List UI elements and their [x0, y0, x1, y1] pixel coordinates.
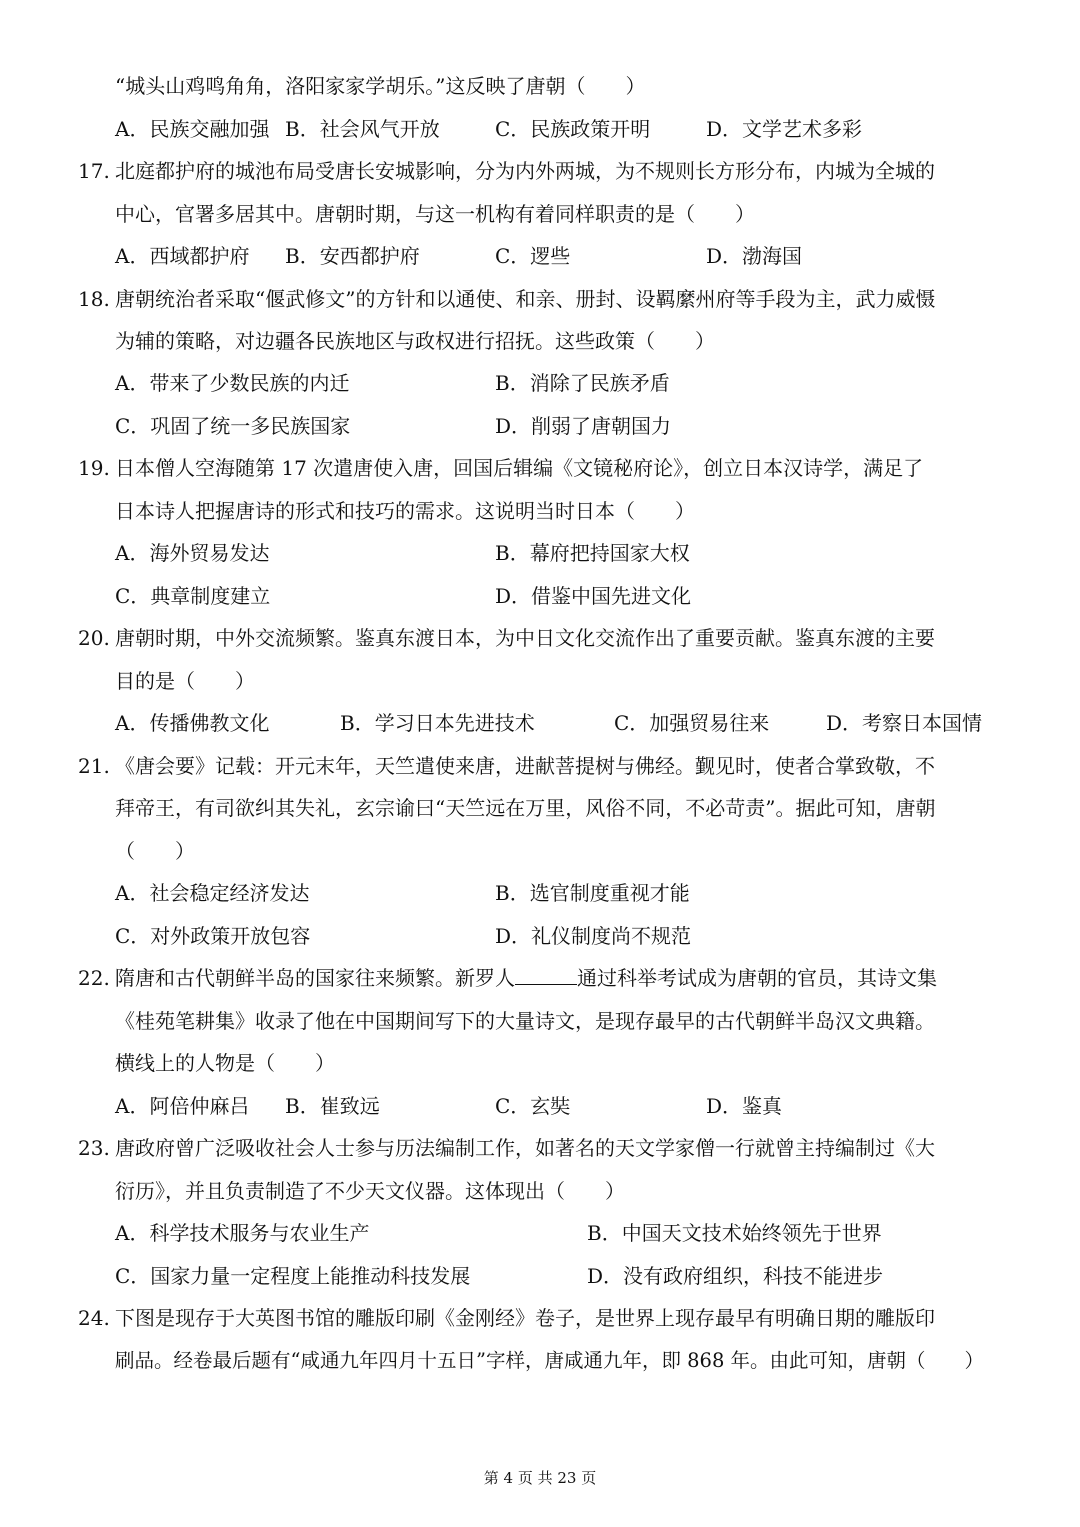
q19-option-b: B．幕府把持国家大权: [495, 541, 690, 565]
q22-option-c: C．玄奘: [495, 1094, 571, 1118]
q20-stem-line-1: 唐朝时期，中外交流频繁。鉴真东渡日本，为中日文化交流作出了重要贡献。鉴真东渡的主要: [115, 626, 935, 650]
q20-number: 20.: [78, 626, 110, 650]
page-footer: 第 4 页 共 23 页: [483, 1469, 597, 1487]
q16-option-a: A．民族交融加强: [115, 117, 270, 141]
q19-stem-line-1: 日本僧人空海随第 17 次遣唐使入唐，回国后辑编《文镜秘府论》，创立日本汉诗学，满足了: [115, 456, 924, 480]
q17-option-a: A．西域都护府: [115, 244, 250, 268]
q19-number: 19.: [78, 456, 110, 480]
q21-option-c: C．对外政策开放包容: [115, 924, 311, 948]
q16-option-b: B．社会风气开放: [285, 117, 440, 141]
q21-option-b: B．选官制度重视才能: [495, 881, 690, 905]
q21-stem-line-2: 拜帝王，有司欲纠其失礼，玄宗谕曰“天竺远在万里，风俗不同，不必苛责”。据此可知，唐朝: [115, 796, 936, 820]
q22-option-a: A．阿倍仲麻吕: [115, 1094, 250, 1118]
q22-stem-pre: 隋唐和古代朝鲜半岛的国家往来频繁。新罗人: [115, 966, 515, 990]
q21-number: 21.: [78, 754, 110, 778]
q22-stem-post: 通过科举考试成为唐朝的官员，其诗文集: [577, 966, 937, 990]
q22-option-b: B．崔致远: [285, 1094, 380, 1118]
q24-stem-line-2: 刷品。经卷最后题有“咸通九年四月十五日”字样，唐咸通九年，即 868 年。由此可知，唐朝（ ）: [115, 1349, 985, 1372]
q18-option-d: D．削弱了唐朝国力: [495, 414, 672, 438]
q17-number: 17.: [78, 159, 110, 183]
q17-option-c: C．逻些: [495, 244, 571, 268]
q21-stem-line-1: 《唐会要》记载：开元末年，天竺遣使来唐，进献菩提树与佛经。觐见时，使者合掌致敬，不: [115, 754, 935, 778]
q18-option-a: A．带来了少数民族的内迁: [115, 371, 350, 395]
q22-stem-line-3: 横线上的人物是（ ）: [115, 1051, 335, 1075]
q22-option-d: D．鉴真: [706, 1094, 783, 1118]
q19-option-d: D．借鉴中国先进文化: [495, 584, 692, 608]
q20-option-a: A．传播佛教文化: [115, 711, 270, 735]
q20-option-b: B．学习日本先进技术: [340, 711, 535, 735]
q23-option-b: B．中国天文技术始终领先于世界: [587, 1221, 882, 1245]
q17-stem-line-2: 中心，官署多居其中。唐朝时期，与这一机构有着同样职责的是（ ）: [115, 202, 755, 226]
q18-option-b: B．消除了民族矛盾: [495, 371, 670, 395]
q23-option-d: D．没有政府组织，科技不能进步: [587, 1264, 884, 1288]
q23-stem-line-1: 唐政府曾广泛吸收社会人士参与历法编制工作，如著名的天文学家僧一行就曾主持编制过《大: [115, 1136, 935, 1160]
q22-stem-line-1: [115, 965, 937, 991]
q22-number: 22.: [78, 966, 110, 990]
q24-number: 24.: [78, 1306, 110, 1330]
q18-stem-line-2: 为辅的策略，对边疆各民族地区与政权进行招抚。这些政策（ ）: [115, 329, 715, 353]
q20-option-d: D．考察日本国情: [826, 711, 983, 735]
q23-option-a: A．科学技术服务与农业生产: [115, 1221, 370, 1245]
q18-number: 18.: [78, 287, 110, 311]
q16-option-c: C．民族政策开明: [495, 117, 651, 141]
q17-option-b: B．安西都护府: [285, 244, 420, 268]
q22-stem-line-2: 《桂苑笔耕集》收录了他在中国期间写下的大量诗文，是现存最早的古代朝鲜半岛汉文典籍。: [115, 1009, 935, 1033]
q21-option-d: D．礼仪制度尚不规范: [495, 924, 692, 948]
q23-number: 23.: [78, 1136, 110, 1160]
answer-blank: [515, 966, 577, 985]
q20-option-c: C．加强贸易往来: [614, 711, 770, 735]
q20-stem-line-2: 目的是（ ）: [115, 669, 255, 693]
q23-option-c: C．国家力量一定程度上能推动科技发展: [115, 1264, 471, 1288]
q17-option-d: D．渤海国: [706, 244, 803, 268]
q16-stem-line-1: “城头山鸡鸣角角，洛阳家家学胡乐。”这反映了唐朝（ ）: [115, 74, 646, 98]
q21-option-a: A．社会稳定经济发达: [115, 881, 310, 905]
q17-stem-line-1: 北庭都护府的城池布局受唐长安城影响，分为内外两城，为不规则长方形分布，内城为全城的: [115, 159, 935, 183]
q18-option-c: C．巩固了统一多民族国家: [115, 414, 351, 438]
q23-stem-line-2: 衍历》，并且负责制造了不少天文仪器。这体现出（ ）: [115, 1179, 625, 1203]
q19-option-a: A．海外贸易发达: [115, 541, 270, 565]
q24-stem-line-1: 下图是现存于大英图书馆的雕版印刷《金刚经》卷子，是世界上现存最早有明确日期的雕版印: [115, 1306, 935, 1330]
q19-option-c: C．典章制度建立: [115, 584, 271, 608]
q19-stem-line-2: 日本诗人把握唐诗的形式和技巧的需求。这说明当时日本（ ）: [115, 499, 695, 523]
q21-stem-line-3: （ ）: [115, 839, 195, 863]
q18-stem-line-1: 唐朝统治者采取“偃武修文”的方针和以通使、和亲、册封、设羁縻州府等手段为主，武力威慑: [115, 287, 936, 311]
q16-option-d: D．文学艺术多彩: [706, 117, 863, 141]
